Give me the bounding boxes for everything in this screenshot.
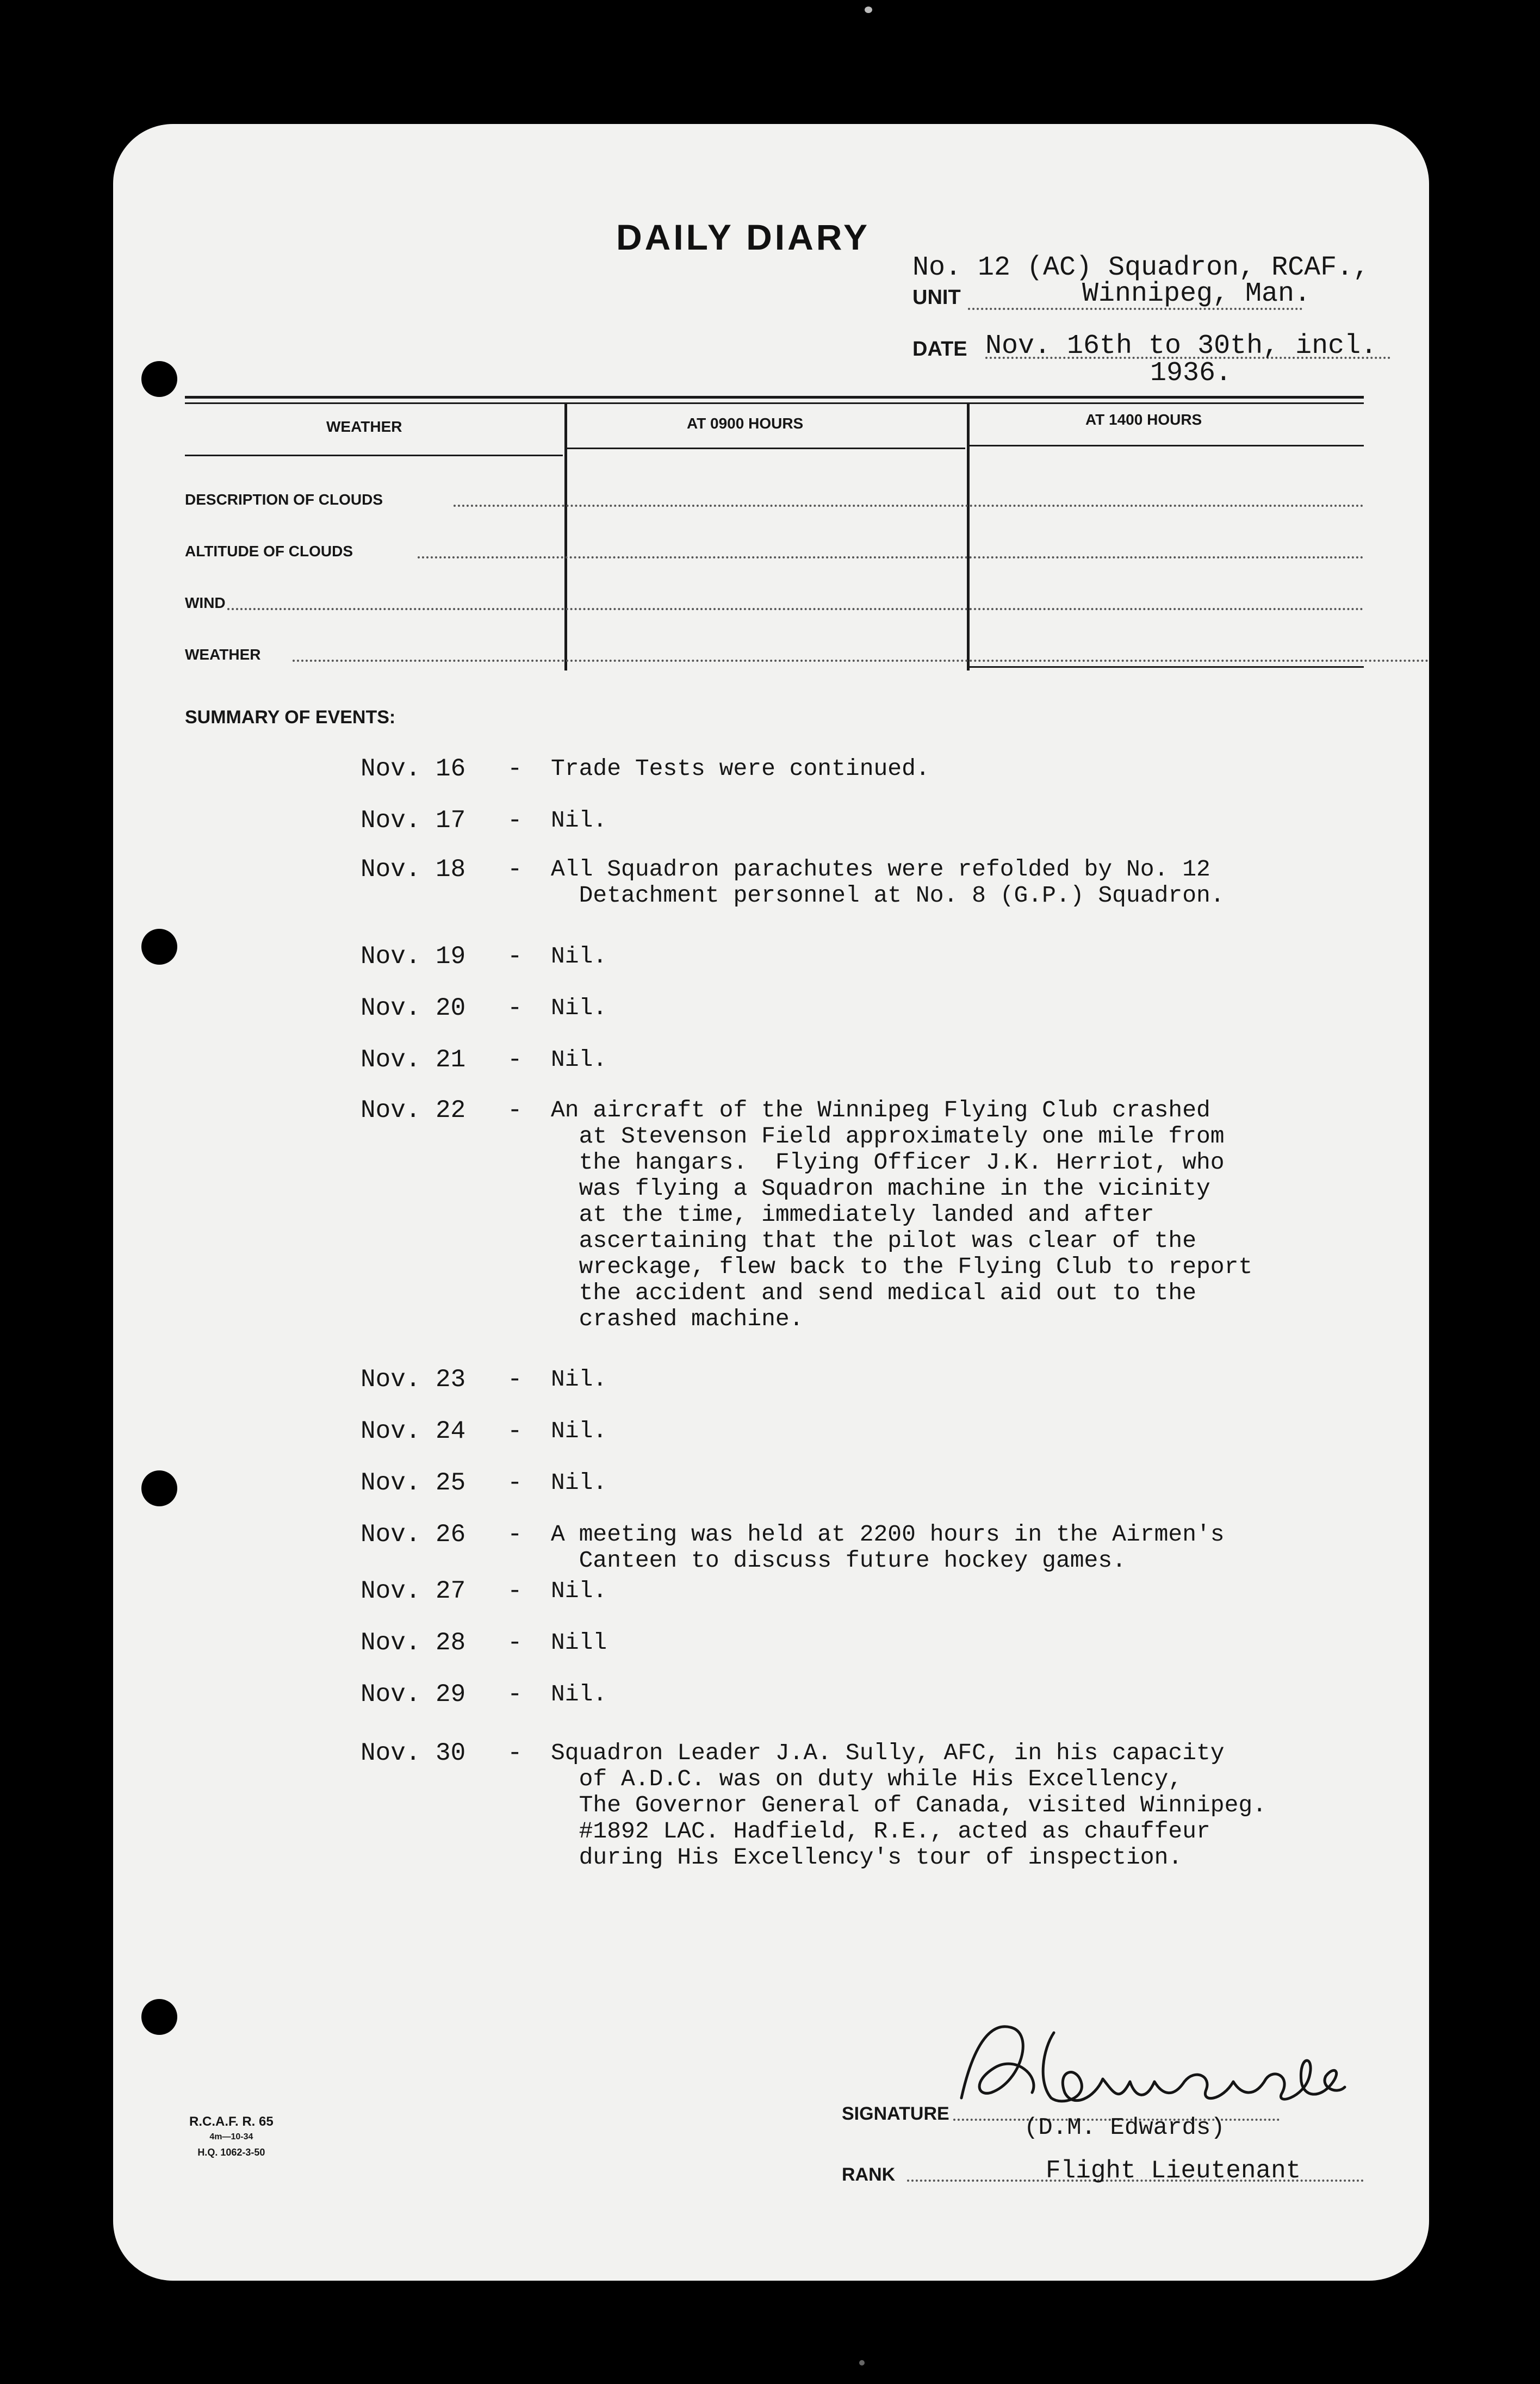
row-altitude-of-clouds: ALTITUDE OF CLOUDS — [185, 543, 353, 560]
event-text: Nil. — [551, 1578, 607, 1604]
event-date: Nov. 26 — [361, 1520, 466, 1549]
event-dash: - — [507, 1365, 523, 1394]
row-dotted-line — [418, 556, 1364, 558]
event-date: Nov. 29 — [361, 1680, 466, 1709]
punch-hole — [141, 361, 177, 397]
table-col-divider — [967, 404, 970, 670]
event-dash: - — [507, 1739, 523, 1767]
signature-label: SIGNATURE — [842, 2103, 949, 2124]
row-wind: WIND — [185, 594, 226, 611]
punch-hole — [141, 929, 177, 965]
scan-speck — [859, 2360, 865, 2366]
event-dash: - — [507, 1046, 523, 1074]
unit-value: Winnipeg, Man. — [1082, 278, 1311, 309]
punch-hole — [141, 1999, 177, 2035]
col-1400: AT 1400 HOURS — [1085, 411, 1202, 428]
date-year: 1936. — [1150, 358, 1232, 389]
event-dash: - — [507, 806, 523, 835]
event-date: Nov. 27 — [361, 1577, 466, 1605]
row-description-of-clouds: DESCRIPTION OF CLOUDS — [185, 491, 383, 508]
event-date: Nov. 18 — [361, 855, 466, 884]
signature-name: (D.M. Edwards) — [1024, 2114, 1225, 2141]
event-dash: - — [507, 755, 523, 783]
event-date: Nov. 19 — [361, 942, 466, 971]
col-0900: AT 0900 HOURS — [687, 415, 804, 432]
scan-speck — [865, 7, 872, 13]
event-date: Nov. 28 — [361, 1629, 466, 1657]
form-number: R.C.A.F. R. 65 4m—10-34 H.Q. 1062-3-50 — [189, 2114, 274, 2158]
event-date: Nov. 21 — [361, 1046, 466, 1074]
event-text: Nil. — [551, 1046, 607, 1073]
diary-page — [113, 124, 1429, 2281]
event-dash: - — [507, 855, 523, 884]
table-top-rule-2 — [185, 402, 1364, 404]
table-header-rule — [567, 448, 965, 449]
event-text: Nil. — [551, 1418, 607, 1444]
punch-hole — [141, 1470, 177, 1506]
table-header-rule — [970, 445, 1364, 446]
event-dash: - — [507, 1469, 523, 1497]
event-text: Nil. — [551, 943, 607, 970]
page-title: DAILY DIARY — [616, 217, 870, 257]
unit-label: UNIT — [912, 286, 961, 309]
event-text: Nil. — [551, 1366, 607, 1393]
event-date: Nov. 17 — [361, 806, 466, 835]
event-text: A meeting was held at 2200 hours in the Airmen's Canteen to discuss future hockey games. — [551, 1521, 1225, 1574]
date-value: Nov. 16th to 30th, incl. — [985, 331, 1377, 362]
rank-label: RANK — [842, 2164, 896, 2185]
date-label: DATE — [912, 338, 967, 361]
signature-image — [940, 2016, 1353, 2114]
event-text: Trade Tests were continued. — [551, 755, 930, 782]
rank-value: Flight Lieutenant — [1046, 2157, 1301, 2185]
col-weather: WEATHER — [326, 418, 402, 435]
event-text: Nill — [551, 1629, 607, 1656]
event-date: Nov. 24 — [361, 1417, 466, 1445]
event-dash: - — [507, 1577, 523, 1605]
row-dotted-line — [227, 608, 1364, 610]
event-dash: - — [507, 994, 523, 1022]
event-dash: - — [507, 942, 523, 971]
event-text: Nil. — [551, 1469, 607, 1496]
event-text: Nil. — [551, 807, 607, 834]
table-top-rule — [185, 396, 1364, 399]
event-text: Nil. — [551, 995, 607, 1021]
event-date: Nov. 22 — [361, 1096, 466, 1125]
event-date: Nov. 16 — [361, 755, 466, 783]
event-date: Nov. 30 — [361, 1739, 466, 1767]
event-date: Nov. 20 — [361, 994, 466, 1022]
row-dotted-line — [293, 660, 1429, 662]
table-header-rule — [185, 455, 563, 456]
event-text: Squadron Leader J.A. Sully, AFC, in his capacity of A.D.C. was on duty while His Excellency, The Governor General of Canada, visited Winnipeg. #1892 LAC. Hadfield, R.E., acted as chauffeur during His Excellency's tour of inspection. — [551, 1740, 1267, 1871]
summary-label: SUMMARY OF EVENTS: — [185, 707, 396, 728]
event-dash: - — [507, 1417, 523, 1445]
event-text: Nil. — [551, 1681, 607, 1708]
row-weather: WEATHER — [185, 646, 261, 663]
event-dash: - — [507, 1629, 523, 1657]
event-text: An aircraft of the Winnipeg Flying Club crashed at Stevenson Field approximately one mile from the hangars. Flying Officer J.K. Herriot, who was flying a Squadron machine in the vicinity at the time, immediately landed and after ascertaining that the pilot was clear of the wreckage, flew back to the Flying Club to report the accident and send medical aid out to the crashed machine. — [551, 1097, 1253, 1332]
unit-header: No. 12 (AC) Squadron, RCAF., — [912, 252, 1370, 283]
event-dash: - — [507, 1096, 523, 1125]
table-bottom-rule — [970, 666, 1364, 668]
event-dash: - — [507, 1520, 523, 1549]
row-dotted-line — [454, 505, 1364, 507]
event-dash: - — [507, 1680, 523, 1709]
table-col-divider — [564, 404, 567, 670]
event-date: Nov. 23 — [361, 1365, 466, 1394]
event-date: Nov. 25 — [361, 1469, 466, 1497]
event-text: All Squadron parachutes were refolded by No. 12 Detachment personnel at No. 8 (G.P.) Squadron. — [551, 856, 1225, 909]
